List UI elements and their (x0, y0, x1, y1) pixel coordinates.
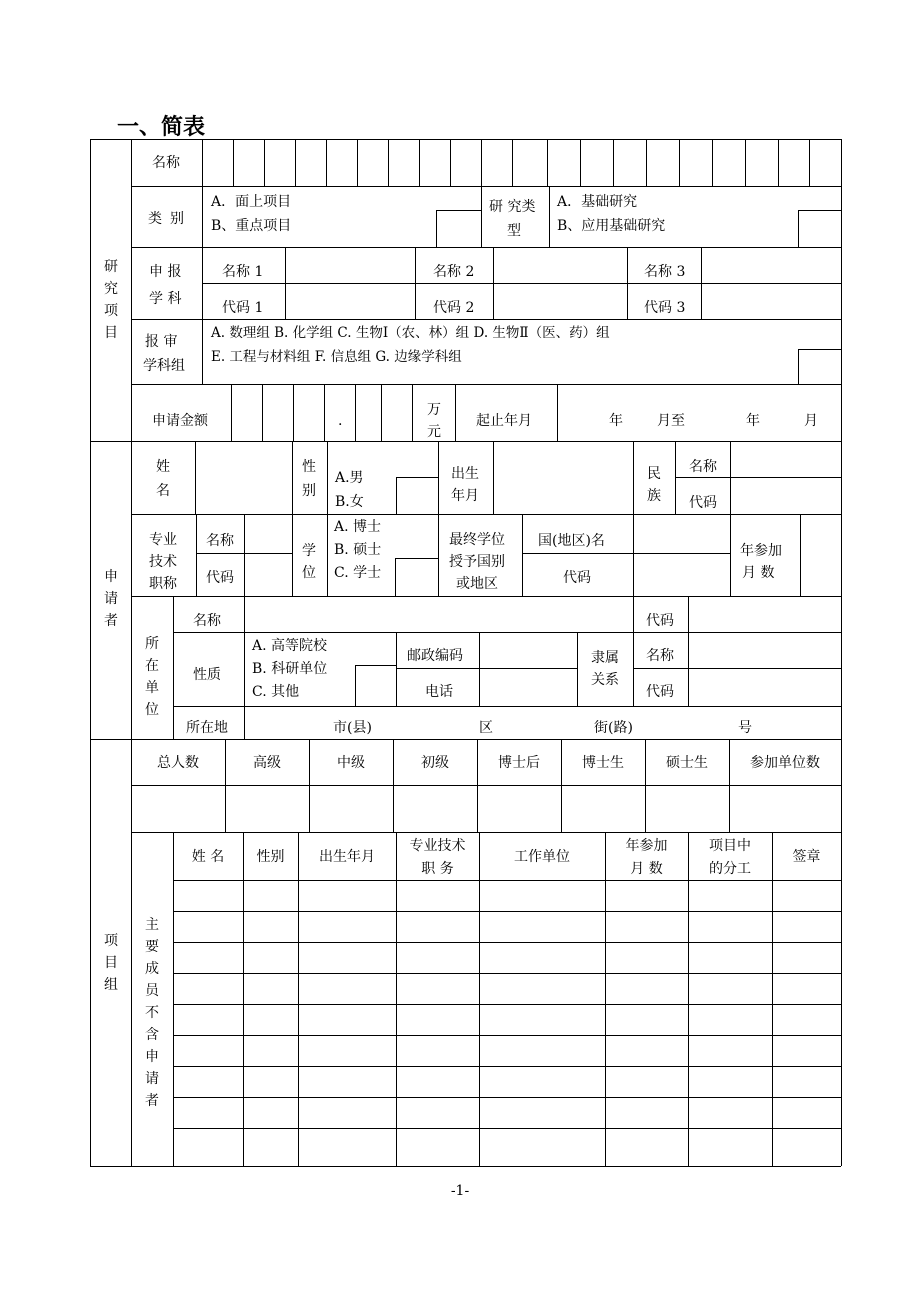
team-header-middle: 中级 (337, 755, 365, 771)
period-month2: 月 (804, 413, 818, 429)
section-applicant: 申 请 者 (104, 569, 118, 629)
gender-female: B.女 (335, 494, 364, 510)
gender-select-box[interactable] (396, 477, 439, 515)
location-district: 区 (479, 720, 493, 736)
team-header-units: 参加单位数 (750, 755, 820, 771)
nature-option-c: C. 其他 (252, 684, 300, 700)
review-group-label-2: 学科组 (143, 358, 185, 374)
category-select-box[interactable] (436, 210, 482, 248)
months-label-2: 月 数 (742, 565, 775, 581)
team-header-phd: 博士生 (582, 755, 624, 771)
member-col-title-2: 职 务 (421, 861, 454, 877)
period-month-to: 月至 (657, 413, 685, 429)
member-col-months: 年参加 (625, 838, 668, 854)
degree-master: B. 硕士 (334, 542, 382, 558)
type-option-b: B、应用基础研究 (557, 218, 666, 234)
review-group-label: 报 审 (145, 334, 178, 350)
discipline-code2: 代码 2 (433, 300, 475, 316)
affiliation-label-2: 关系 (591, 672, 619, 688)
degree-phd: A. 博士 (334, 519, 382, 535)
title-label-2: 技术 (149, 554, 177, 570)
months-label: 年参加 (740, 543, 782, 559)
unit-label: 所 (145, 636, 159, 652)
type-select-box[interactable] (798, 210, 842, 248)
member-col-birth: 出生年月 (319, 849, 375, 865)
nature-option-a: A. 高等院校 (252, 638, 328, 654)
birth-label-2: 年月 (451, 488, 479, 504)
section-members: 主 要 成 员 不 含 申 请 者 (145, 917, 159, 1109)
ethnic-code-label: 代码 (689, 495, 717, 511)
amount-unit-2: 元 (427, 424, 441, 440)
country-code-label: 代码 (563, 570, 591, 586)
degree-bachelor: C. 学士 (334, 565, 382, 581)
member-col-gender: 性别 (256, 849, 285, 865)
degree-label: 学 (302, 543, 316, 559)
applicant-name-label-2: 名 (156, 483, 170, 499)
discipline-code1: 代码 1 (222, 300, 264, 316)
discipline-name2: 名称 2 (433, 264, 475, 280)
discipline-label: 申 报 (149, 264, 182, 280)
phone-label: 电话 (425, 684, 453, 700)
section-team: 项 目 组 (104, 933, 118, 993)
research-type-label-2: 型 (507, 223, 521, 239)
gender-label: 性 (302, 459, 316, 475)
member-col-title: 专业技术 (409, 838, 466, 854)
affiliation-code-label: 代码 (646, 684, 674, 700)
research-name-label: 名称 (152, 155, 180, 171)
nature-select-box[interactable] (355, 665, 397, 707)
member-col-unit: 工作单位 (514, 849, 570, 865)
applicant-name-label: 姓 (156, 459, 170, 475)
page-number: -1- (450, 1183, 470, 1199)
nature-option-b: B. 科研单位 (252, 661, 328, 677)
team-header-total: 总人数 (157, 755, 199, 771)
country-name-label: 国(地区)名 (538, 533, 605, 549)
location-label: 所在地 (186, 720, 228, 736)
title-label: 专业 (149, 532, 177, 548)
location-street: 街(路) (594, 720, 633, 736)
discipline-code3: 代码 3 (644, 300, 686, 316)
degree-country-label-2: 授予国别 (449, 554, 505, 570)
discipline-name1: 名称 1 (222, 264, 264, 280)
category-option-b: B、重点项目 (211, 218, 292, 234)
location-number: 号 (738, 720, 752, 736)
amount-unit: 万 (427, 402, 441, 418)
gender-male: A.男 (335, 470, 364, 486)
affiliation-name-label: 名称 (646, 648, 674, 664)
team-header-postdoc: 博士后 (498, 755, 540, 771)
member-col-sign: 签章 (792, 849, 821, 865)
category-option-a: A．面上项目 (211, 194, 292, 210)
unit-label-2: 在 (145, 658, 159, 674)
research-type-label: 研 究类 (489, 199, 536, 215)
unit-name-label: 名称 (193, 613, 221, 629)
page-title: 一、简表 (117, 115, 206, 140)
research-category-label: 类别 (148, 211, 192, 227)
unit-code-label: 代码 (646, 613, 674, 629)
amount-label: 申请金额 (152, 413, 208, 429)
section-research: 研 究 项 目 (104, 259, 118, 341)
member-col-role: 项目中 (709, 838, 751, 854)
team-header-senior: 高级 (253, 755, 281, 771)
discipline-label-2: 学 科 (149, 291, 182, 307)
unit-nature-label: 性质 (193, 667, 221, 683)
member-col-role-2: 的分工 (709, 861, 751, 877)
location-city: 市(县) (333, 720, 372, 736)
team-header-master: 硕士生 (666, 755, 708, 771)
affiliation-label: 隶属 (591, 650, 619, 666)
degree-country-label: 最终学位 (449, 532, 505, 548)
review-group-select-box[interactable] (798, 349, 842, 385)
degree-select-box[interactable] (395, 558, 439, 597)
ethnic-label: 民 (647, 466, 661, 482)
ethnic-name-label: 名称 (689, 459, 717, 475)
unit-label-3: 单 (145, 680, 159, 696)
title-name-label: 名称 (206, 533, 234, 549)
gender-label-2: 别 (302, 483, 316, 499)
team-header-junior: 初级 (421, 755, 449, 771)
unit-label-4: 位 (145, 702, 159, 718)
period-year2: 年 (746, 413, 760, 429)
member-col-months-2: 月 数 (630, 861, 663, 877)
title-code-label: 代码 (206, 570, 234, 586)
ethnic-label-2: 族 (647, 488, 661, 504)
title-label-3: 职称 (149, 576, 177, 592)
type-option-a: A．基础研究 (557, 194, 638, 210)
birth-label: 出生 (451, 466, 479, 482)
amount-dot: . (338, 413, 343, 429)
review-group-line2: E. 工程与材料组 F. 信息组 G. 边缘学科组 (211, 349, 462, 365)
degree-country-label-3: 或地区 (456, 576, 498, 592)
review-group-line1: A. 数理组 B. 化学组 C. 生物Ⅰ（农、林）组 D. 生物Ⅱ（医、药）组 (211, 325, 610, 341)
member-col-name: 姓 名 (191, 849, 225, 865)
period-year1: 年 (609, 413, 623, 429)
postcode-label: 邮政编码 (407, 648, 463, 664)
period-label: 起止年月 (476, 413, 532, 429)
discipline-name3: 名称 3 (644, 264, 686, 280)
degree-label-2: 位 (302, 565, 316, 581)
